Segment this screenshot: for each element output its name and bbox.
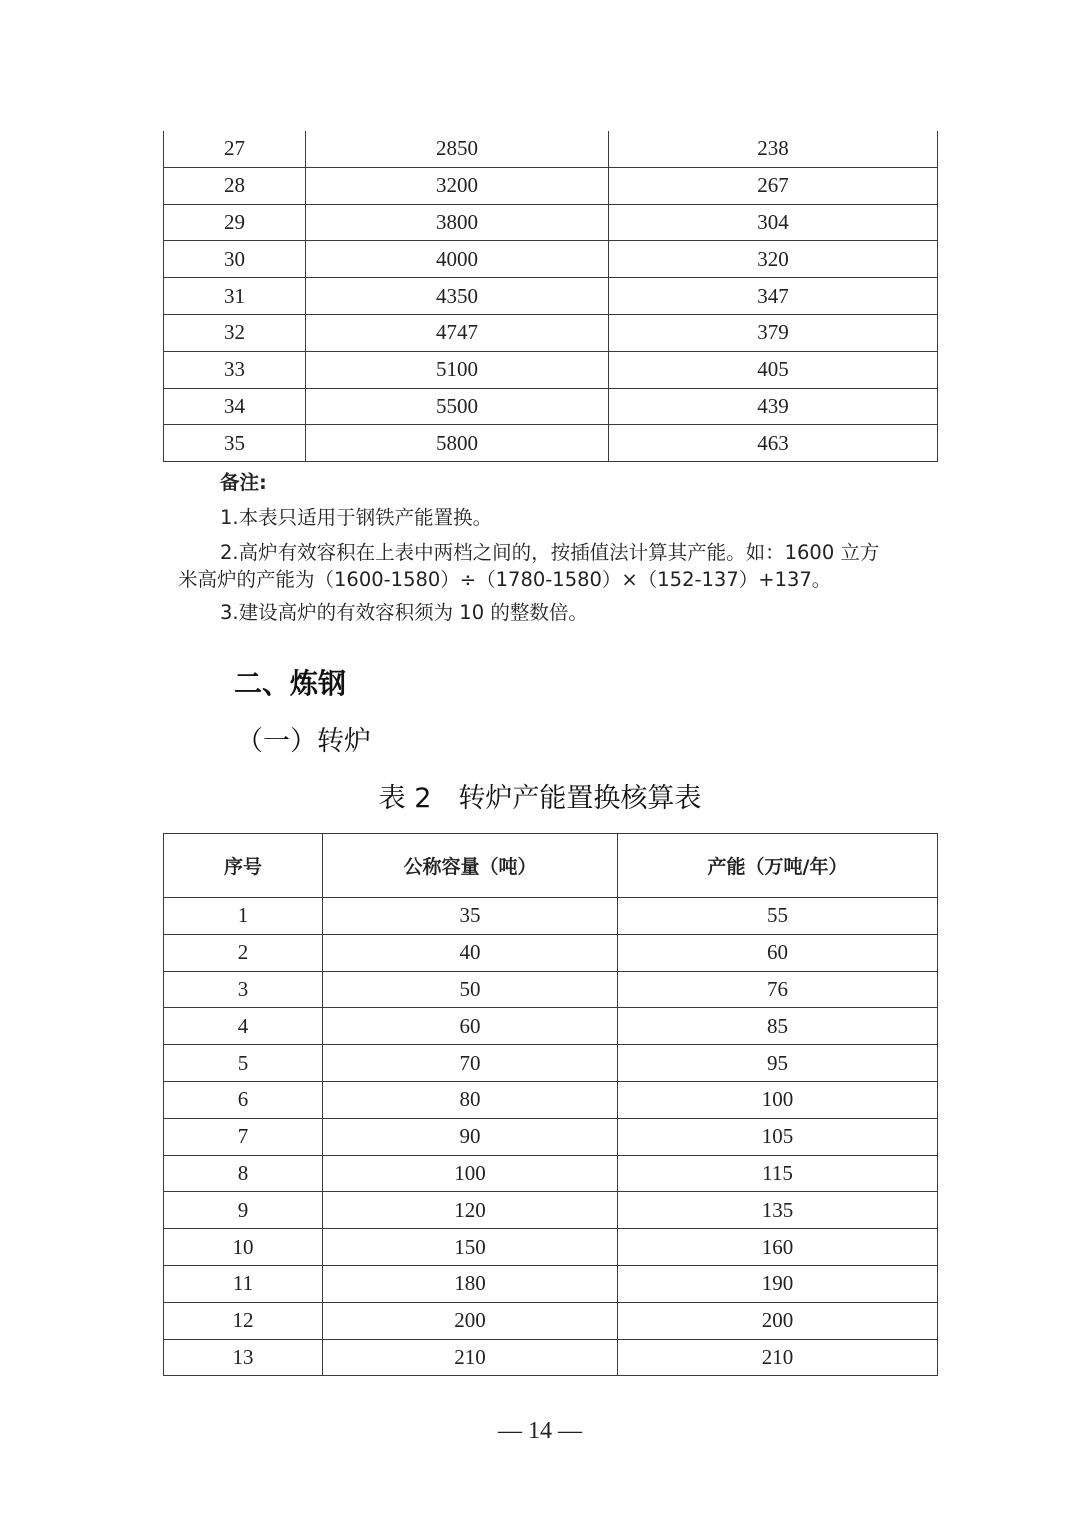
- cell-index: 34: [164, 388, 306, 425]
- cell-nominal-capacity: 100: [323, 1155, 618, 1192]
- cell-index: 31: [164, 278, 306, 315]
- cell-index: 5: [164, 1045, 323, 1082]
- cell-nominal-capacity: 40: [323, 934, 618, 971]
- cell-effective-volume: 3200: [306, 167, 609, 204]
- cell-nominal-capacity: 200: [323, 1302, 618, 1339]
- table-row: [164, 934, 938, 971]
- note-line-1: 1.本表只适用于钢铁产能置换。: [220, 506, 493, 529]
- cell-effective-volume: 5800: [306, 425, 609, 462]
- cell-nominal-capacity: 35: [323, 898, 618, 935]
- cell-output-capacity: 267: [609, 167, 938, 204]
- note-line-3: 3.建设高炉的有效容积须为 10 的整数倍。: [220, 601, 588, 624]
- converter-capacity-table: [163, 833, 938, 1376]
- page-number: — 14 —: [498, 1418, 582, 1444]
- cell-output-capacity: 76: [618, 971, 938, 1008]
- cell-output-capacity: 347: [609, 278, 938, 315]
- cell-nominal-capacity: 80: [323, 1081, 618, 1118]
- blast-furnace-table-continued: [163, 131, 938, 462]
- cell-output-capacity: 379: [609, 314, 938, 351]
- table-row: [164, 1008, 938, 1045]
- header-output-capacity: 产能（万吨/年）: [618, 834, 938, 898]
- cell-index: 28: [164, 167, 306, 204]
- cell-index: 7: [164, 1118, 323, 1155]
- cell-output-capacity: 405: [609, 351, 938, 388]
- cell-index: 8: [164, 1155, 323, 1192]
- table-row: [164, 1302, 938, 1339]
- cell-index: 27: [164, 131, 306, 167]
- cell-index: 35: [164, 425, 306, 462]
- table-row: [164, 1118, 938, 1155]
- cell-index: 10: [164, 1229, 323, 1266]
- cell-index: 9: [164, 1192, 323, 1229]
- table-row: [164, 1045, 938, 1082]
- cell-index: 30: [164, 241, 306, 278]
- table-row: [164, 351, 938, 388]
- table-row: [164, 971, 938, 1008]
- cell-effective-volume: 4747: [306, 314, 609, 351]
- note-line-2b: 米高炉的产能为（1600-1580）÷（1780-1580）×（152-137）+137。: [178, 568, 832, 591]
- cell-output-capacity: 200: [618, 1302, 938, 1339]
- cell-effective-volume: 4350: [306, 278, 609, 315]
- cell-index: 1: [164, 898, 323, 935]
- cell-nominal-capacity: 150: [323, 1229, 618, 1266]
- cell-output-capacity: 238: [609, 131, 938, 167]
- header-nominal-capacity: 公称容量（吨）: [323, 834, 618, 898]
- cell-output-capacity: 55: [618, 898, 938, 935]
- cell-output-capacity: 320: [609, 241, 938, 278]
- cell-nominal-capacity: 210: [323, 1339, 618, 1376]
- cell-nominal-capacity: 180: [323, 1265, 618, 1302]
- cell-effective-volume: 5100: [306, 351, 609, 388]
- table-row: [164, 1229, 938, 1266]
- header-index: 序号: [164, 834, 323, 898]
- cell-index: 32: [164, 314, 306, 351]
- table-row: [164, 241, 938, 278]
- cell-output-capacity: 160: [618, 1229, 938, 1266]
- cell-index: 4: [164, 1008, 323, 1045]
- cell-output-capacity: 115: [618, 1155, 938, 1192]
- table-row: [164, 1339, 938, 1376]
- table-row: [164, 1155, 938, 1192]
- cell-output-capacity: 105: [618, 1118, 938, 1155]
- cell-output-capacity: 463: [609, 425, 938, 462]
- cell-output-capacity: 210: [618, 1339, 938, 1376]
- table-row: [164, 278, 938, 315]
- cell-output-capacity: 60: [618, 934, 938, 971]
- table-row: [164, 204, 938, 241]
- cell-nominal-capacity: 90: [323, 1118, 618, 1155]
- section-heading: 二、炼钢: [234, 667, 347, 700]
- cell-nominal-capacity: 60: [323, 1008, 618, 1045]
- cell-output-capacity: 304: [609, 204, 938, 241]
- cell-effective-volume: 3800: [306, 204, 609, 241]
- cell-output-capacity: 190: [618, 1265, 938, 1302]
- cell-output-capacity: 135: [618, 1192, 938, 1229]
- table-row: [164, 388, 938, 425]
- table-title: 表 2 转炉产能置换核算表: [378, 783, 702, 814]
- cell-index: 2: [164, 934, 323, 971]
- cell-nominal-capacity: 50: [323, 971, 618, 1008]
- cell-output-capacity: 100: [618, 1081, 938, 1118]
- note-line-2a: 2.高炉有效容积在上表中两档之间的，按插值法计算其产能。如：1600 立方: [220, 541, 880, 564]
- table-row: [164, 1081, 938, 1118]
- cell-index: 33: [164, 351, 306, 388]
- cell-effective-volume: 4000: [306, 241, 609, 278]
- cell-index: 13: [164, 1339, 323, 1376]
- table-row: [164, 898, 938, 935]
- cell-index: 29: [164, 204, 306, 241]
- table-row: [164, 425, 938, 462]
- table-row: [164, 1192, 938, 1229]
- table-header-row: [164, 834, 938, 898]
- cell-effective-volume: 5500: [306, 388, 609, 425]
- table-row: [164, 314, 938, 351]
- table-row: [164, 1265, 938, 1302]
- cell-output-capacity: 85: [618, 1008, 938, 1045]
- notes-title: 备注:: [220, 471, 267, 494]
- cell-index: 6: [164, 1081, 323, 1118]
- table-row: [164, 131, 938, 167]
- cell-index: 3: [164, 971, 323, 1008]
- section-subheading: （一）转炉: [236, 726, 371, 757]
- table-row: [164, 167, 938, 204]
- cell-index: 12: [164, 1302, 323, 1339]
- cell-effective-volume: 2850: [306, 131, 609, 167]
- cell-nominal-capacity: 70: [323, 1045, 618, 1082]
- cell-nominal-capacity: 120: [323, 1192, 618, 1229]
- cell-output-capacity: 439: [609, 388, 938, 425]
- cell-output-capacity: 95: [618, 1045, 938, 1082]
- cell-index: 11: [164, 1265, 323, 1302]
